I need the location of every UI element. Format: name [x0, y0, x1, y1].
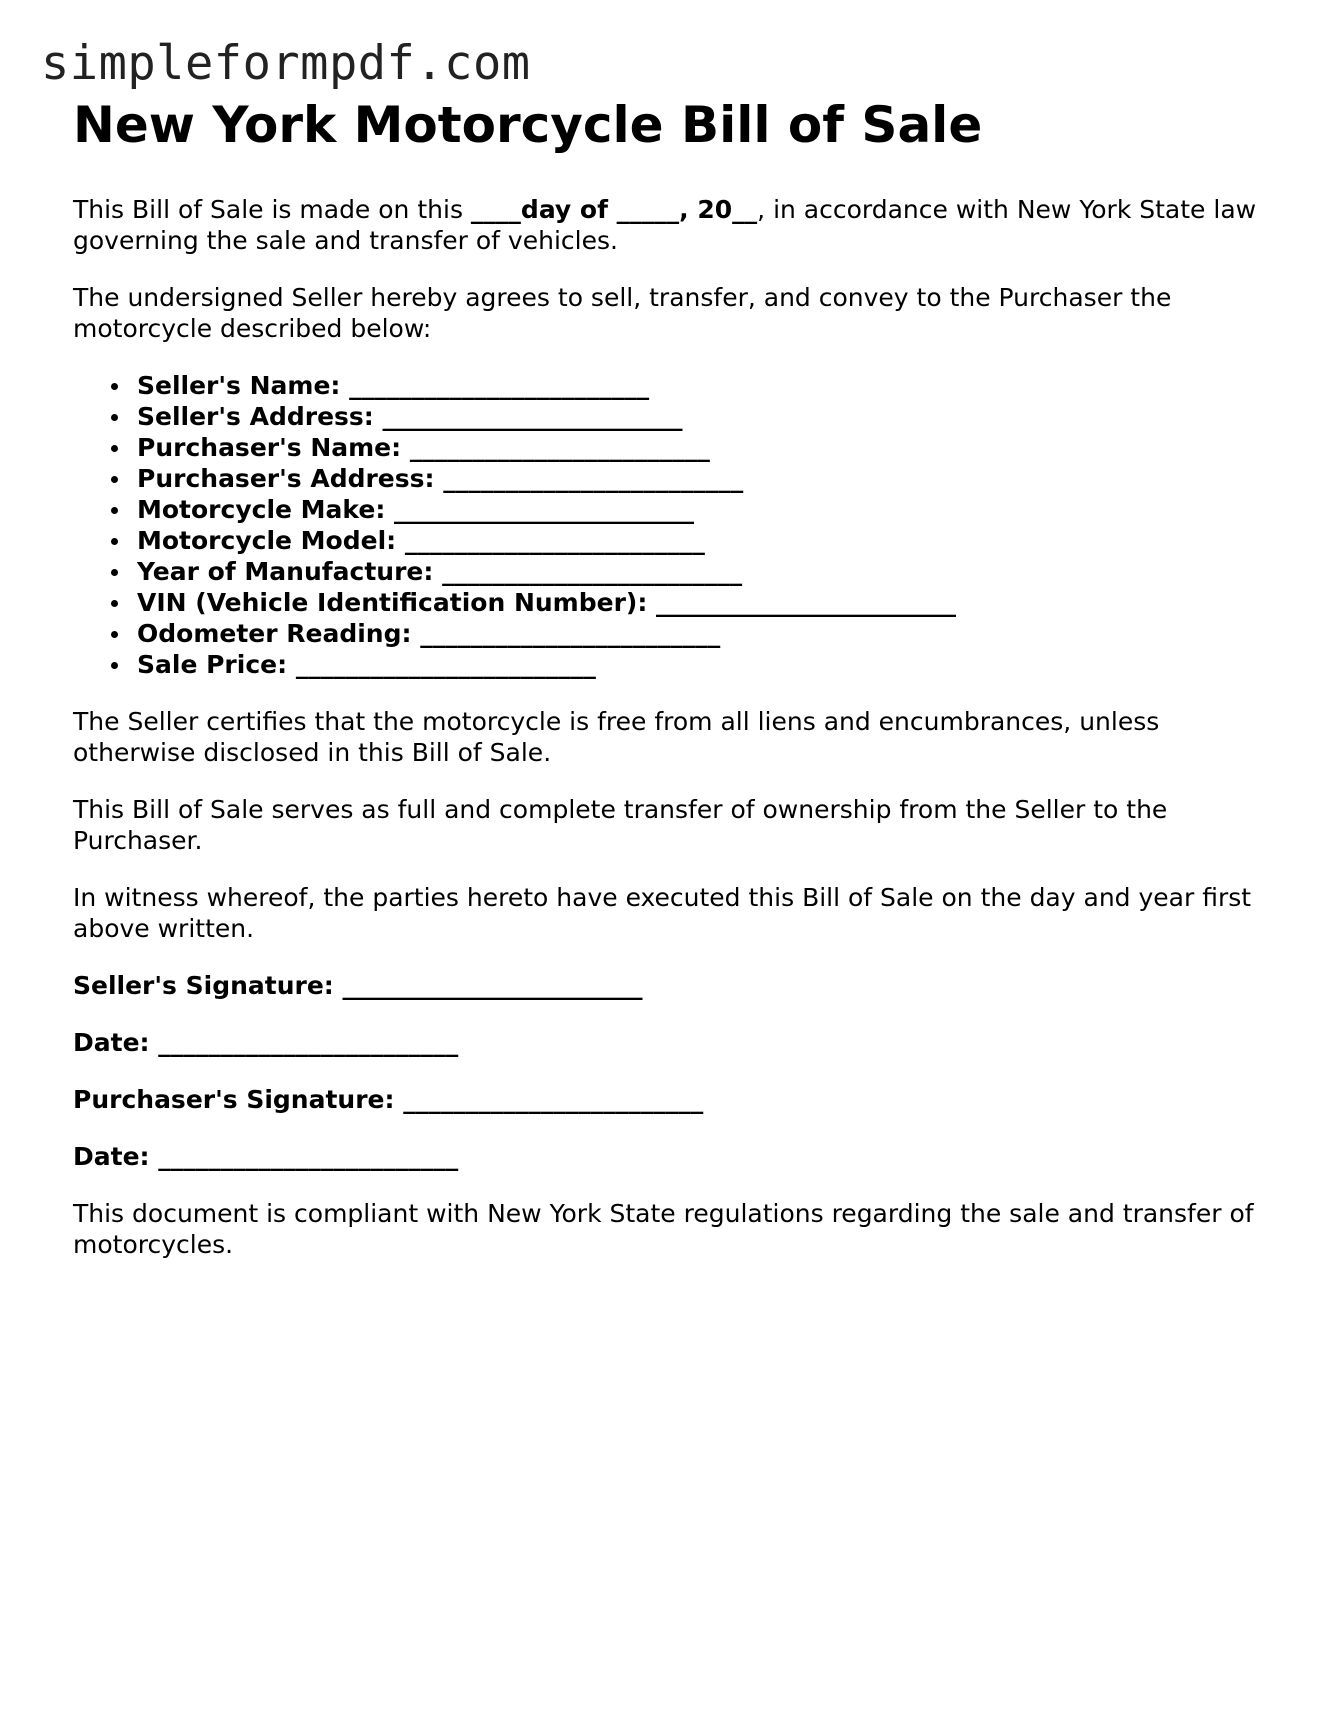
field-blank: ________________________: [443, 464, 744, 493]
field-odometer-reading: [137, 618, 1263, 649]
field-year-of-manufacture: [137, 556, 1263, 587]
compliance-paragraph: This document is compliant with New York State regulations regarding the sale and transfer of motorcycles.: [73, 1199, 1254, 1259]
field-blank: ________________________: [404, 526, 705, 555]
field-motorcycle-make: [137, 494, 1263, 525]
purchaser-signature-line: Purchaser's Signature: ________________________: [73, 1085, 704, 1114]
field-label: Motorcycle Model:: [137, 526, 397, 555]
field-blank: ________________________: [409, 433, 710, 462]
field-purchaser-name: [137, 432, 1263, 463]
field-label: Purchaser's Name:: [137, 433, 402, 462]
field-label: VIN (Vehicle Identification Number):: [137, 588, 648, 617]
field-blank: ________________________: [656, 588, 957, 617]
seller-date-line: Date: ________________________: [73, 1028, 459, 1057]
site-watermark: simpleformpdf.com: [41, 36, 531, 91]
field-blank: ________________________: [442, 557, 743, 586]
field-label: Seller's Address:: [137, 402, 374, 431]
field-motorcycle-model: [137, 525, 1263, 556]
field-label: Motorcycle Make:: [137, 495, 386, 524]
field-label: Year of Manufacture:: [137, 557, 434, 586]
field-blank: ________________________: [295, 650, 596, 679]
liens-paragraph: The Seller certifies that the motorcycle is free from all liens and encumbrances, unless otherwise disclosed in this Bill of Sale.: [73, 707, 1160, 767]
field-blank: ________________________: [349, 371, 650, 400]
seller-signature-line: Seller's Signature: ________________________: [73, 971, 643, 1000]
motorcycle-details-list: [73, 370, 1263, 680]
field-blank: ________________________: [394, 495, 695, 524]
witness-paragraph: In witness whereof, the parties hereto have executed this Bill of Sale on the day and year first above written.: [73, 883, 1252, 943]
intro-tail: , in accordance with New York State law governing the sale and transfer of vehicles.: [73, 195, 1257, 255]
page-title: New York Motorcycle Bill of Sale: [73, 96, 983, 154]
field-sale-price: [137, 649, 1263, 680]
field-blank: ________________________: [382, 402, 683, 431]
field-label: Odometer Reading:: [137, 619, 412, 648]
agreement-paragraph: The undersigned Seller hereby agrees to sell, transfer, and convey to the Purchaser the motorcycle described below:: [73, 283, 1172, 343]
field-seller-name: [137, 370, 1263, 401]
document-body: [73, 92, 1263, 1286]
field-vin: [137, 587, 1263, 618]
field-label: Purchaser's Address:: [137, 464, 435, 493]
intro-lead: This Bill of Sale is made on this: [73, 195, 471, 224]
date-blanks: ____day of _____, 20__: [470, 195, 758, 224]
transfer-paragraph: This Bill of Sale serves as full and complete transfer of ownership from the Seller to the Purchaser.: [73, 795, 1168, 855]
field-seller-address: [137, 401, 1263, 432]
field-purchaser-address: [137, 463, 1263, 494]
field-blank: ________________________: [420, 619, 721, 648]
field-label: Sale Price:: [137, 650, 288, 679]
purchaser-date-line: Date: ________________________: [73, 1142, 459, 1171]
intro-paragraph: [73, 194, 1263, 256]
field-label: Seller's Name:: [137, 371, 341, 400]
